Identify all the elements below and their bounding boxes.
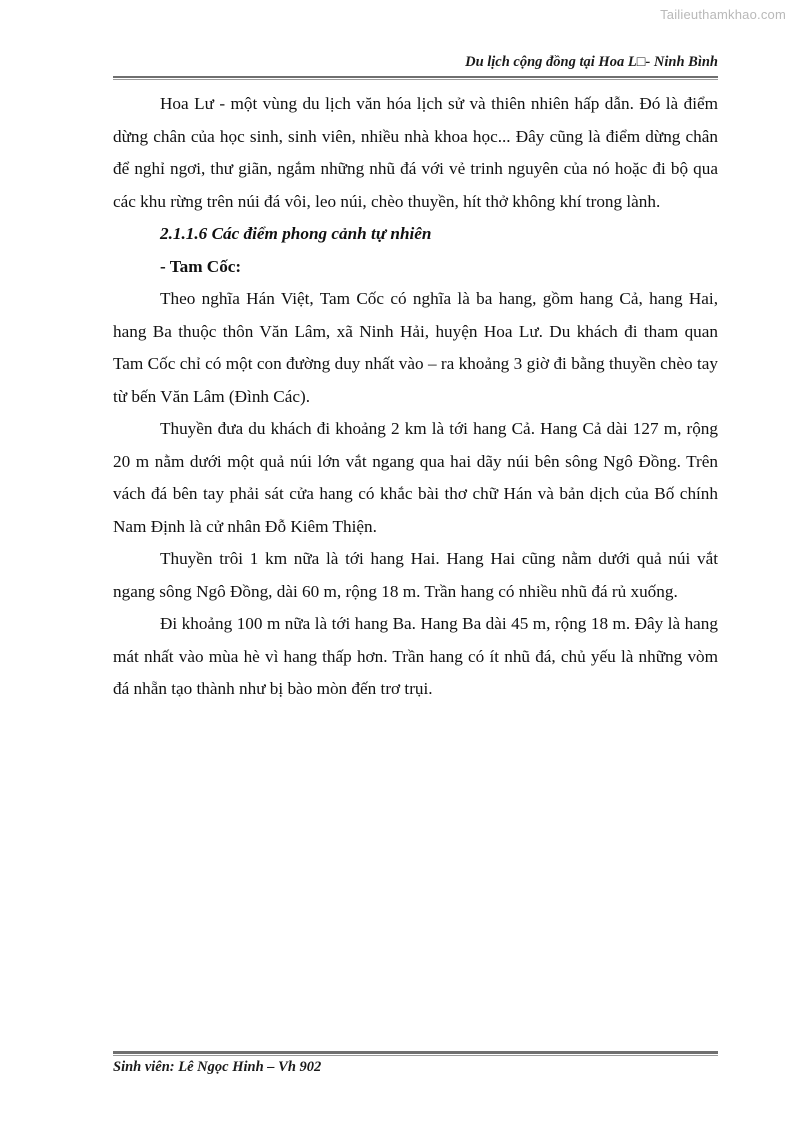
watermark-text: Tailieuthamkhao.com [660,7,786,22]
paragraph-hang-hai: Thuyền trôi 1 km nữa là tới hang Hai. Hang Hai cũng nằm dưới quả núi vắt ngang sông Ngô Đồng, dài 60 m, rộng 18 m. Trần hang có nhiều nhũ đá rủ xuống. [113,549,718,601]
paragraph-hang-ba: Đi khoảng 100 m nữa là tới hang Ba. Hang Ba dài 45 m, rộng 18 m. Đây là hang mát nhất vào mùa hè vì hang thấp hơn. Trần hang có ít nhũ đá, chủ yếu là những vòm đá nhẵn tạo thành như bị bào mòn đến trơ trụi. [113,614,718,698]
subsection-heading: - Tam Cốc: [160,256,242,276]
paragraph-intro: Hoa Lư - một vùng du lịch văn hóa lịch sử và thiên nhiên hấp dẫn. Đó là điểm dừng chân của học sinh, sinh viên, nhiều nhà khoa học... Đây cũng là điểm dừng chân để nghỉ ngơi, thư giãn, ngắm những nhũ đá với vẻ trinh nguyên của nó hoặc đi bộ qua các khu rừng trên núi đá vôi, leo núi, chèo thuyền, hít thở không khí trong lành. [113,94,718,211]
footer-author: Sinh viên: Lê Ngọc Hinh – Vh 902 [113,1059,322,1075]
paragraph-hang-ca: Thuyền đưa du khách đi khoảng 2 km là tới hang Cả. Hang Cả dài 127 m, rộng 20 m nằm dưới một quả núi lớn vắt ngang qua hai dãy núi bên sông Ngô Đồng. Trên vách đá bên tay phải sát cửa hang có khắc bài thơ chữ Hán và bản dịch của Bố chính Nam Định là cử nhân Đỗ Kiêm Thiện. [113,419,718,536]
header-divider [113,76,718,80]
running-header-title: Du lịch cộng đồng tại Hoa L□- Ninh Bình [465,54,718,70]
footer-divider [113,1051,718,1056]
section-heading: 2.1.1.6 Các điểm phong cảnh tự nhiên [160,224,432,243]
document-body [113,88,718,706]
paragraph-tam-coc-overview: Theo nghĩa Hán Việt, Tam Cốc có nghĩa là ba hang, gồm hang Cả, hang Hai, hang Ba thuộc thôn Văn Lâm, xã Ninh Hải, huyện Hoa Lư. Du khách đi tham quan Tam Cốc chỉ có một con đường duy nhất vào – ra khoảng 3 giờ đi bằng thuyền chèo tay từ bến Văn Lâm (Đình Các). [113,289,718,406]
